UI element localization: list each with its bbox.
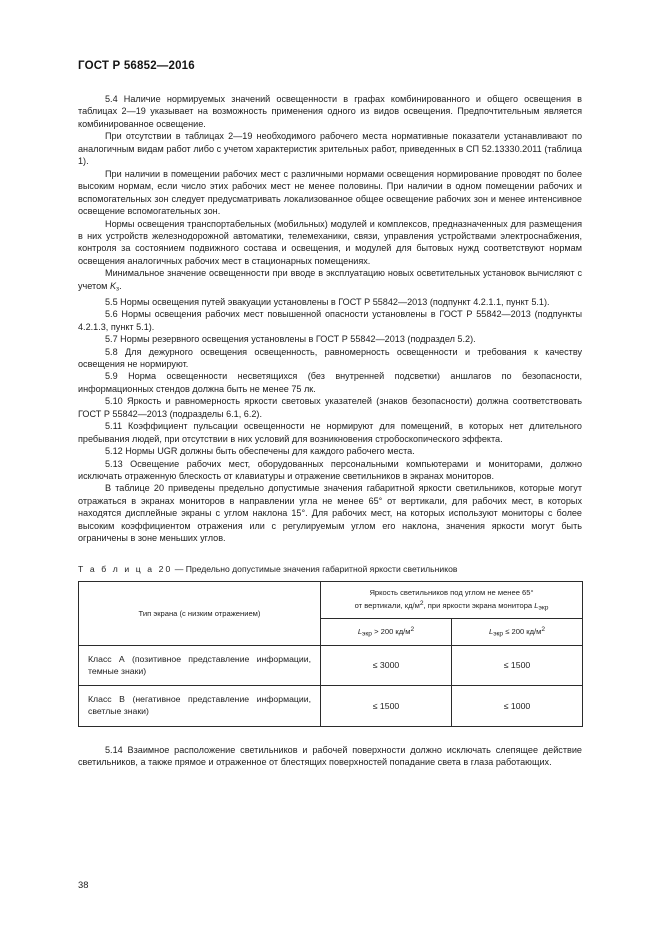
paragraph-min-value-suffix: . <box>119 280 122 291</box>
header-subcol-greater-200 <box>321 619 452 645</box>
subcol1-superscript: 2 <box>410 626 415 634</box>
header-group-symbol-subscript: экр <box>538 604 549 612</box>
table-body <box>79 645 583 726</box>
running-head: ГОСТ Р 56852—2016 <box>78 60 195 72</box>
luminance-limits-table <box>78 581 583 727</box>
table-header-row-1 <box>79 581 583 618</box>
page-number: 38 <box>78 879 89 890</box>
paragraph-5-5: 5.5 Нормы освещения путей эвакуации установлены в ГОСТ Р 55842—2013 (подпункт 4.2.1.1, пункт 5.1). <box>105 296 550 307</box>
header-group-symbol-base: L <box>534 600 539 610</box>
subcol1-symbol-subscript: экр <box>362 630 372 638</box>
table-row <box>79 645 583 685</box>
table-head <box>79 581 583 645</box>
header-group-line2-a: от вертикали, кд/м <box>354 600 420 610</box>
header-group-line2-b: , при яркости экрана монитора <box>423 600 535 610</box>
subcol2-symbol-subscript: экр <box>493 630 504 638</box>
paragraph-5-13: 5.13 Освещение рабочих мест, оборудованных персональными компьютерами и мониторами, должно исключать отраженную блескость от клавиатуры и отражение светильников в экранах мониторов. <box>78 458 582 482</box>
subcol2-text: ≤ 200 кд/м <box>503 627 542 637</box>
page-content <box>78 93 582 768</box>
table-row <box>79 686 583 726</box>
header-group-line1: Яркость светильников под углом не менее 65° <box>369 587 534 597</box>
header-luminance-group <box>321 581 583 618</box>
paragraph-5-6: 5.6 Нормы освещения рабочих мест повышенной опасности установлены в ГОСТ Р 55842—2013 (подпункты 4.2.1.3, пункт 5.1). <box>78 309 582 332</box>
paragraph-5-9: 5.9 Норма освещенности несветящихся (без внутренней подсветки) аншлагов по безопасности, информационных стендов должна быть не менее 75 лк. <box>78 371 582 394</box>
subcol1-text: > 200 кд/м <box>371 627 411 637</box>
paragraph-5-10: 5.10 Яркость и равномерность яркости световых указателей (знаков безопасности) должна соответствовать ГОСТ Р 55842—2013 (подразделы 6.1, 6.2). <box>78 396 582 419</box>
table-caption-text: — Предельно допустимые значения габаритной яркости светильников <box>172 563 458 574</box>
row-class-b-value-le: ≤ 1000 <box>452 686 583 726</box>
paragraph-5-11: 5.11 Коэффициент пульсации освещенности не нормируют для помещений, в которых нет длительного пребывания людей, при отсутствии в них условий для возникновения стробоскопического эффекта. <box>78 421 582 444</box>
header-group-line2-superscript: 2 <box>419 599 424 607</box>
table-caption <box>78 545 582 575</box>
subcol1-symbol-l-ekr <box>358 627 372 636</box>
paragraph-different-norms: При наличии в помещении рабочих мест с различными нормами освещения нормирование проводят по более высоким нормам, если число этих рабочих мест не менее половины. При наличии в одном помещении рабочих и вспомогательных зон следует предусматривать локализованное общее освещение рабочих зон и менее интенсивное освещение вспомогательных зон. <box>78 168 582 217</box>
symbol-k-base: K <box>109 280 117 291</box>
paragraph-5-12: 5.12 Нормы UGR должны быть обеспечены для каждого рабочего места. <box>105 446 415 457</box>
header-group-symbol-l-ekr <box>534 601 548 610</box>
row-class-b-screen-type: Класс В (негативное представление информации, светлые знаки) <box>79 686 321 726</box>
symbol-k-z <box>110 281 119 291</box>
paragraph-mobile-modules: Нормы освещения транспортабельных (мобильных) модулей и комплексов, предназначенных для размещения в них устройств железнодорожной автоматики, телемеханики, связи, управления устройствами электроснабжения, контроля за состоянием подвижного состава и освещения, и модулей для бытовых нужд соответствуют нормам освещения аналогичных рабочих мест в стационарных помещениях. <box>78 218 582 266</box>
symbol-k-subscript: з <box>116 285 120 293</box>
row-class-a-value-le: ≤ 1500 <box>452 645 583 685</box>
subcol2-superscript: 2 <box>541 626 546 634</box>
paragraph-5-7: 5.7 Нормы резервного освещения установлены в ГОСТ Р 55842—2013 (подраздел 5.2). <box>105 334 476 345</box>
subcol2-symbol-l-ekr <box>489 627 503 636</box>
row-class-a-value-gt: ≤ 3000 <box>321 645 452 685</box>
paragraph-min-value-prefix: Минимальное значение освещенности при вводе в эксплуатацию новых осветительных установок вычисляют с учетом <box>78 268 582 291</box>
subcol2-symbol-base: L <box>488 627 494 637</box>
row-class-b-value-gt: ≤ 1500 <box>321 686 452 726</box>
header-subcol-less-equal-200 <box>452 619 583 645</box>
paragraph-5-4: 5.4 Наличие нормируемых значений освещенности в графах комбинированного и общего освещения в таблицах 2—19 указывает на возможность применения одного из видов освещения. Предпочтительным является комбинированное освещение. <box>78 94 582 129</box>
row-class-a-screen-type: Класс А (позитивное представление информации, темные знаки) <box>79 645 321 685</box>
table-caption-label: Т а б л и ц а 20 <box>78 563 173 574</box>
paragraph-5-8: 5.8 Для дежурного освещения освещенность, равномерность освещенности и требования к качеству освещения не нормируют. <box>78 346 582 369</box>
paragraph-absence: При отсутствии в таблицах 2—19 необходимого рабочего места нормативные показатели устанавливают по аналогичным видам работ либо с учетом характеристик зрительных работ, приведенных в СП 52.13330.2011 (таблица 1). <box>78 131 582 167</box>
header-screen-type: Тип экрана (с низким отражением) <box>79 581 321 645</box>
paragraph-table-intro: В таблице 20 приведены предельно допустимые значения габаритной яркости светильников, которые могут отражаться в экранах мониторов в направлении угла не менее 65° от вертикали, для рабочих мест, в которых находятся дисплейные экраны с углом наклона 15°. Для рабочих мест, на которых используют мониторы с более высоким коэффициентом отражения или с регулируемым углом его наклона, значения яркости могут быть ограничены в зоне меньших углов. <box>78 483 582 544</box>
paragraph-min-value <box>78 267 582 295</box>
subcol1-symbol-base: L <box>357 627 363 637</box>
paragraph-5-14: 5.14 Взаимное расположение светильников и рабочей поверхности должно исключать слепящее действие светильников, а также прямое и отраженное от блестящих поверхностей попадание света в глаза работающих. <box>78 744 582 767</box>
